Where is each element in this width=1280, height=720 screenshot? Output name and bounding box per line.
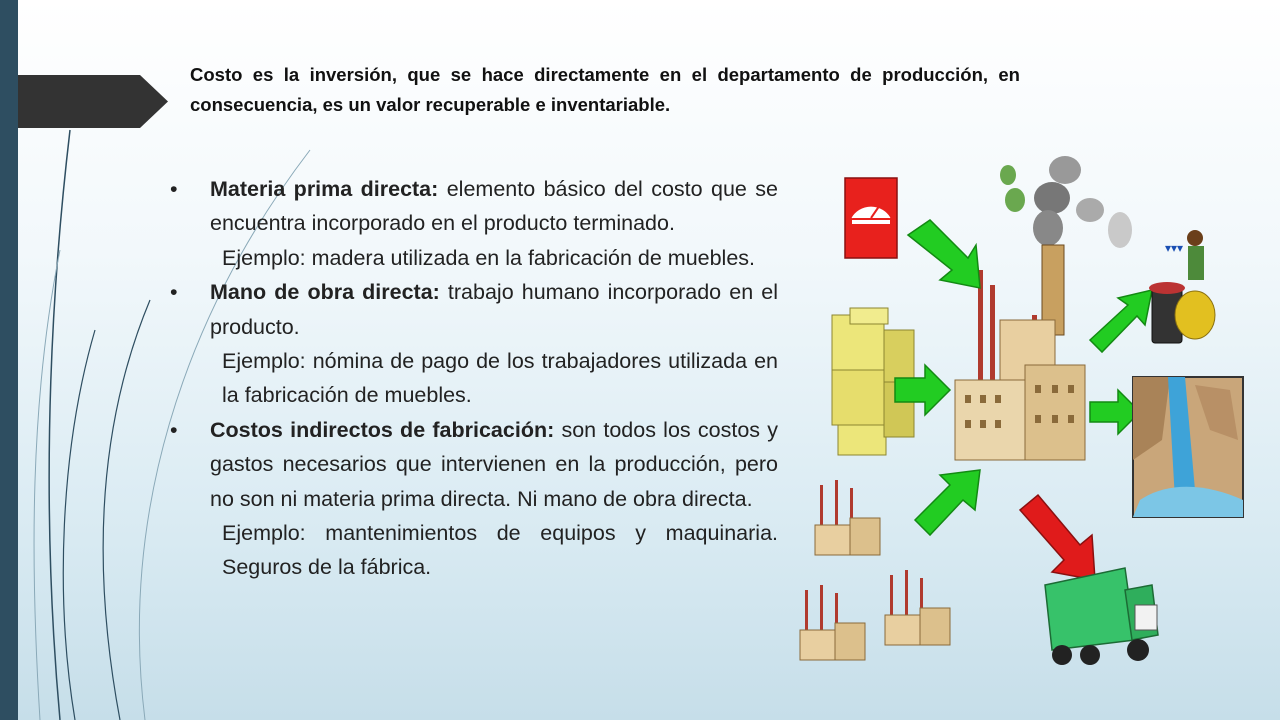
list-item [170, 275, 778, 344]
example-mano-de-obra: Ejemplo: nómina de pago de los trabajadores utilizada en la fabricación de muebles. [222, 349, 778, 408]
production-illustration [790, 140, 1250, 690]
term-mano-de-obra: Mano de obra directa: [210, 280, 440, 305]
description-mano-de-obra: trabajo humano incorporado en el producto. [210, 280, 778, 339]
red-arrow-icon [1020, 495, 1095, 580]
bullet-dot: • [170, 417, 178, 442]
intro-definition: Costo es la inversión, que se hace directamente en el departamento de producción, en consecuencia, es un valor recuperable e inventariable. [190, 64, 1020, 115]
bullet-dot: • [170, 177, 178, 201]
list-item [170, 413, 778, 516]
bullet-dot: • [170, 280, 178, 305]
example-materia-prima: Ejemplo: madera utilizada en la fabricación de muebles. [222, 245, 756, 270]
smoke-icon [1000, 156, 1132, 248]
description-materia-prima: elemento básico del costo que se encuentra incorporado en el producto terminado. [210, 177, 778, 236]
svg-text:▾▾▾: ▾▾▾ [1165, 241, 1184, 255]
term-materia-prima: Materia prima directa: [210, 177, 439, 201]
list-item [170, 172, 778, 241]
example-costos-indirectos: Ejemplo: mantenimientos de equipos y maquinaria. Seguros de la fábrica. [222, 521, 778, 580]
waterfall-icon [1133, 377, 1243, 517]
red-gauge-icon [845, 178, 897, 258]
term-costos-indirectos: Costos indirectos de fabricación: [210, 417, 555, 442]
description-costos-indirectos: son todos los costos y gastos necesarios que intervienen en la producción, pero no son ni materia prima directa. Ni mano de obra directa. [210, 417, 779, 511]
trash-bins-icon [1149, 230, 1215, 343]
title-arrow-tab [18, 75, 168, 128]
truck-icon [1045, 568, 1158, 665]
cost-elements-list [170, 172, 778, 585]
